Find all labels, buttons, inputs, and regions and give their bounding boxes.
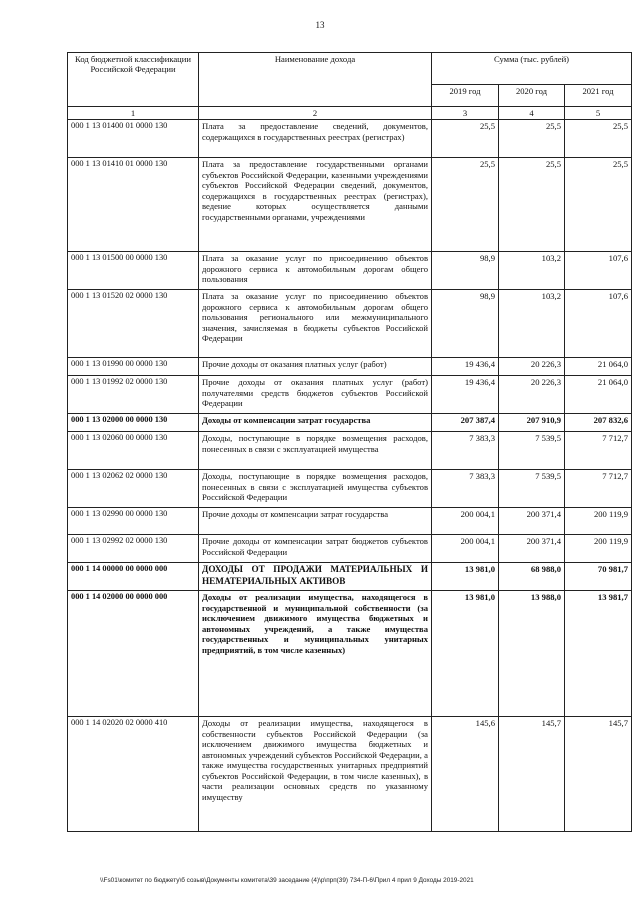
row-value-2020: 200 371,4 [499,535,565,563]
row-value-2020: 13 988,0 [499,591,565,717]
row-value-2019: 200 004,1 [432,535,499,563]
row-value-2019: 13 981,0 [432,591,499,717]
table-row [68,376,632,414]
row-value-2019: 200 004,1 [432,508,499,535]
row-value-2021: 21 064,0 [565,358,632,376]
row-name: Прочие доходы от компенсации затрат государства [199,508,432,535]
row-value-2021: 200 119,9 [565,508,632,535]
row-code: 000 1 13 02000 00 0000 130 [68,414,199,432]
row-value-2020: 145,7 [499,717,565,832]
row-value-2019: 145,6 [432,717,499,832]
row-value-2020: 20 226,3 [499,358,565,376]
row-name: Плата за предоставление государственными органами субъектов Российской Федерации, казенными учреждениями субъектов Российской Федерации сведений, документов, содержащихся в государственных реестрах (регистрах), ведение которых осуществляется данными государственными органами, учреждениями [199,158,432,252]
header-year-2019: 2019 год [432,85,499,107]
table-row [68,120,632,158]
row-value-2020: 25,5 [499,158,565,252]
table-row [68,432,632,470]
header-year-2020: 2020 год [499,85,565,107]
row-code: 000 1 13 02062 02 0000 130 [68,470,199,508]
row-code: 000 1 13 02990 00 0000 130 [68,508,199,535]
row-value-2020: 68 988,0 [499,563,565,591]
row-name: Плата за оказание услуг по присоединению объектов дорожного сервиса к автомобильным дорогам общего пользования регионального или межмуниципального значения, зачисляемая в бюджеты субъектов Российской Федерации [199,290,432,358]
row-name: Прочие доходы от оказания платных услуг (работ) получателями средств бюджетов субъектов Российской Федерации [199,376,432,414]
row-value-2019: 98,9 [432,252,499,290]
row-name: Доходы от компенсации затрат государства [199,414,432,432]
row-code: 000 1 14 02000 00 0000 000 [68,591,199,717]
row-value-2021: 25,5 [565,158,632,252]
header-name: Наименование дохода [199,53,432,107]
table-row [68,252,632,290]
row-value-2019: 25,5 [432,158,499,252]
row-value-2021: 7 712,7 [565,470,632,508]
table-row [68,563,632,591]
row-name: ДОХОДЫ ОТ ПРОДАЖИ МАТЕРИАЛЬНЫХ И НЕМАТЕРИАЛЬНЫХ АКТИВОВ [199,563,432,591]
row-value-2020: 207 910,9 [499,414,565,432]
col-number-3: 3 [432,107,499,120]
row-name: Плата за оказание услуг по присоединению объектов дорожного сервиса к автомобильным дорогам общего пользования [199,252,432,290]
col-number-4: 4 [499,107,565,120]
row-value-2019: 207 387,4 [432,414,499,432]
table-row [68,290,632,358]
row-value-2020: 20 226,3 [499,376,565,414]
table-row [68,358,632,376]
row-value-2021: 25,5 [565,120,632,158]
row-code: 000 1 13 01410 01 0000 130 [68,158,199,252]
row-name: Прочие доходы от компенсации затрат бюджетов субъектов Российской Федерации [199,535,432,563]
row-name: Доходы, поступающие в порядке возмещения расходов, понесенных в связи с эксплуатацией имущества [199,432,432,470]
row-code: 000 1 14 00000 00 0000 000 [68,563,199,591]
row-value-2020: 25,5 [499,120,565,158]
table-row [68,717,632,832]
row-value-2019: 7 383,3 [432,432,499,470]
row-value-2020: 7 539,5 [499,470,565,508]
row-value-2021: 13 981,7 [565,591,632,717]
header-code: Код бюджетной классификации Российской Федерации [68,53,199,107]
row-code: 000 1 14 02020 02 0000 410 [68,717,199,832]
col-number-5: 5 [565,107,632,120]
table-row [68,591,632,717]
row-code: 000 1 13 01992 02 0000 130 [68,376,199,414]
table-row [68,158,632,252]
row-name: Доходы, поступающие в порядке возмещения расходов, понесенных в связи с эксплуатацией имущества субъектов Российской Федерации [199,470,432,508]
header-year-2021: 2021 год [565,85,632,107]
row-value-2021: 107,6 [565,252,632,290]
row-value-2019: 13 981,0 [432,563,499,591]
row-value-2020: 200 371,4 [499,508,565,535]
row-code: 000 1 13 01990 00 0000 130 [68,358,199,376]
table-row [68,508,632,535]
row-value-2020: 7 539,5 [499,432,565,470]
row-name: Доходы от реализации имущества, находящегося в государственной и муниципальной собственности (за исключением движимого имущества бюджетных и автономных учреждений, а также имущества государственных и муниципальных унитарных предприятий, в том числе казенных) [199,591,432,717]
row-value-2021: 145,7 [565,717,632,832]
row-code: 000 1 13 01400 01 0000 130 [68,120,199,158]
row-code: 000 1 13 01520 02 0000 130 [68,290,199,358]
row-value-2019: 25,5 [432,120,499,158]
row-name: Доходы от реализации имущества, находящегося в собственности субъектов Российской Федерации (за исключением движимого имущества бюджетных и автономных учреждений субъектов Российской Федерации, а также имущества государственных унитарных предприятий субъектов Российской Федерации, в том числе казенных), в части реализации основных средств по указанному имуществу [199,717,432,832]
row-value-2019: 19 436,4 [432,376,499,414]
row-code: 000 1 13 02992 02 0000 130 [68,535,199,563]
row-value-2019: 98,9 [432,290,499,358]
row-value-2021: 107,6 [565,290,632,358]
row-name: Плата за предоставление сведений, документов, содержащихся в государственных реестрах (регистрах) [199,120,432,158]
revenue-table [67,52,632,832]
row-value-2021: 200 119,9 [565,535,632,563]
row-value-2021: 21 064,0 [565,376,632,414]
row-value-2021: 7 712,7 [565,432,632,470]
col-number-2: 2 [199,107,432,120]
row-name: Прочие доходы от оказания платных услуг (работ) [199,358,432,376]
row-value-2020: 103,2 [499,290,565,358]
row-value-2021: 70 981,7 [565,563,632,591]
header-sum: Сумма (тыс. рублей) [432,53,632,85]
row-code: 000 1 13 01500 00 0000 130 [68,252,199,290]
file-path-footer: \\Fs01\комитет по бюджету\б созыв\Документы комитета\39 заседание (4)\р\прп(39) 734-П-6\Прил 4 прил 9 Доходы 2019-2021 [100,877,474,884]
row-value-2019: 7 383,3 [432,470,499,508]
row-value-2019: 19 436,4 [432,358,499,376]
row-code: 000 1 13 02060 00 0000 130 [68,432,199,470]
row-value-2021: 207 832,6 [565,414,632,432]
col-number-1: 1 [68,107,199,120]
table-row [68,535,632,563]
table-row [68,414,632,432]
page-number: 13 [315,20,325,30]
row-value-2020: 103,2 [499,252,565,290]
table-row [68,470,632,508]
